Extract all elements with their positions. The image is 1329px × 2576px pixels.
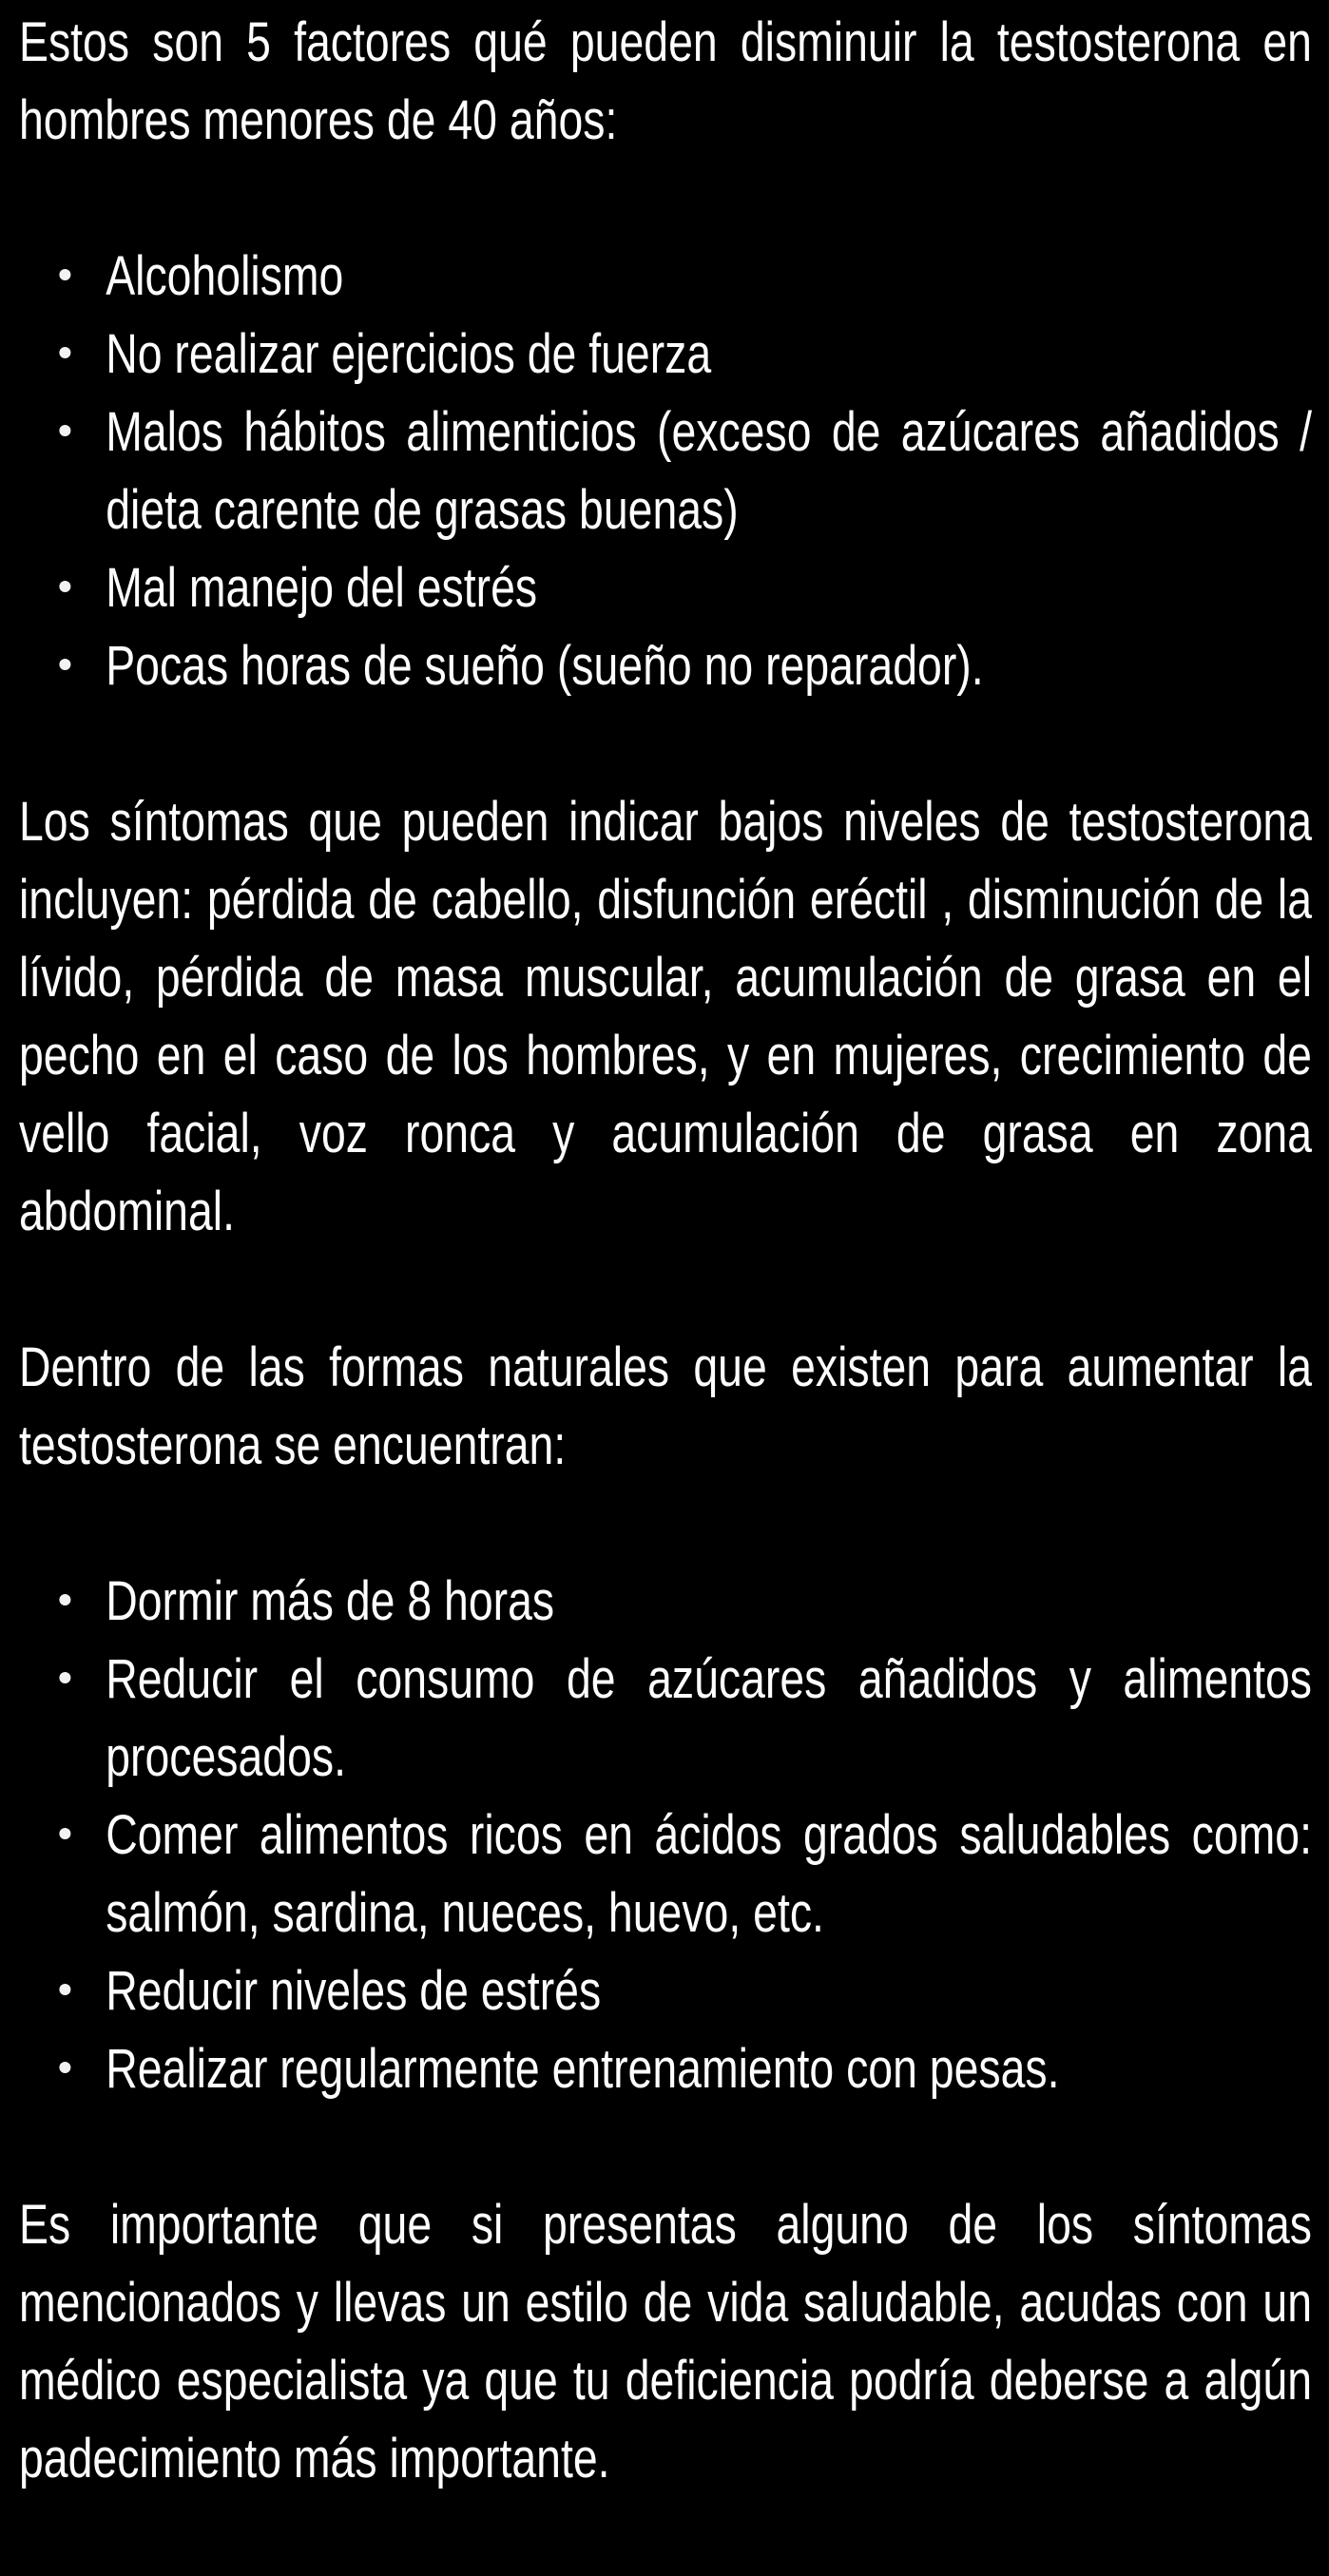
list-item-text: No realizar ejercicios de fuerza bbox=[106, 323, 712, 385]
bullet-dot-icon bbox=[59, 1672, 70, 1683]
bullet-dot-icon bbox=[59, 269, 70, 280]
list-item bbox=[19, 1797, 1312, 1952]
list-item bbox=[19, 1641, 1312, 1797]
list-item-text: Reducir niveles de estrés bbox=[106, 1960, 602, 2022]
list-item-text: Pocas horas de sueño (sueño no reparador). bbox=[106, 635, 984, 697]
list-item bbox=[19, 316, 1312, 394]
list-item bbox=[19, 1952, 1312, 2030]
list-item-text: Realizar regularmente entrenamiento con pesas. bbox=[106, 2038, 1060, 2100]
bullet-dot-icon bbox=[59, 425, 70, 436]
list-item bbox=[19, 549, 1312, 627]
list-item-text: Malos hábitos alimenticios (exceso de azúcares añadidos / dieta carente de grasas buenas) bbox=[106, 401, 1313, 541]
list-item bbox=[19, 627, 1312, 705]
bullet-dot-icon bbox=[59, 581, 70, 592]
list-item bbox=[19, 394, 1312, 549]
bullet-dot-icon bbox=[59, 2062, 70, 2073]
list-item-text: Reducir el consumo de azúcares añadidos y alimentos procesados. bbox=[106, 1648, 1313, 1788]
list-item-text: Dormir más de 8 horas bbox=[106, 1570, 555, 1632]
factors-list bbox=[19, 238, 1312, 705]
bullet-dot-icon bbox=[59, 1828, 70, 1839]
list-item-text: Alcoholismo bbox=[106, 245, 344, 307]
list-item-text: Comer alimentos ricos en ácidos grados saludables como: salmón, sardina, nueces, huevo, etc. bbox=[106, 1804, 1313, 1944]
natural-ways-intro-paragraph: Dentro de las formas naturales que existen para aumentar la testosterona se encuentran: bbox=[19, 1336, 1312, 1476]
closing-paragraph: Es importante que si presentas alguno de los síntomas mencionados y llevas un estilo de vida saludable, acudas con un médico especialista ya que tu deficiencia podría deberse a algún padecimiento más importante. bbox=[19, 2194, 1312, 2489]
bullet-dot-icon bbox=[59, 659, 70, 670]
list-item bbox=[19, 1563, 1312, 1641]
bullet-dot-icon bbox=[59, 1594, 70, 1605]
list-item bbox=[19, 2030, 1312, 2108]
bullet-dot-icon bbox=[59, 1984, 70, 1995]
symptoms-paragraph: Los síntomas que pueden indicar bajos niveles de testosterona incluyen: pérdida de cabello, disfunción eréctil , disminución de la lívido, pérdida de masa muscular, acumulación de grasa en el pecho en el caso de los hombres, y en mujeres, crecimiento de vello facial, voz ronca y acumulación de grasa en zona abdominal. bbox=[19, 791, 1312, 1242]
list-item-text: Mal manejo del estrés bbox=[106, 557, 538, 619]
bullet-dot-icon bbox=[59, 347, 70, 358]
intro-paragraph: Estos son 5 factores qué pueden disminuir la testosterona en hombres menores de 40 años: bbox=[19, 11, 1312, 151]
list-item bbox=[19, 238, 1312, 316]
natural-ways-list bbox=[19, 1563, 1312, 2108]
